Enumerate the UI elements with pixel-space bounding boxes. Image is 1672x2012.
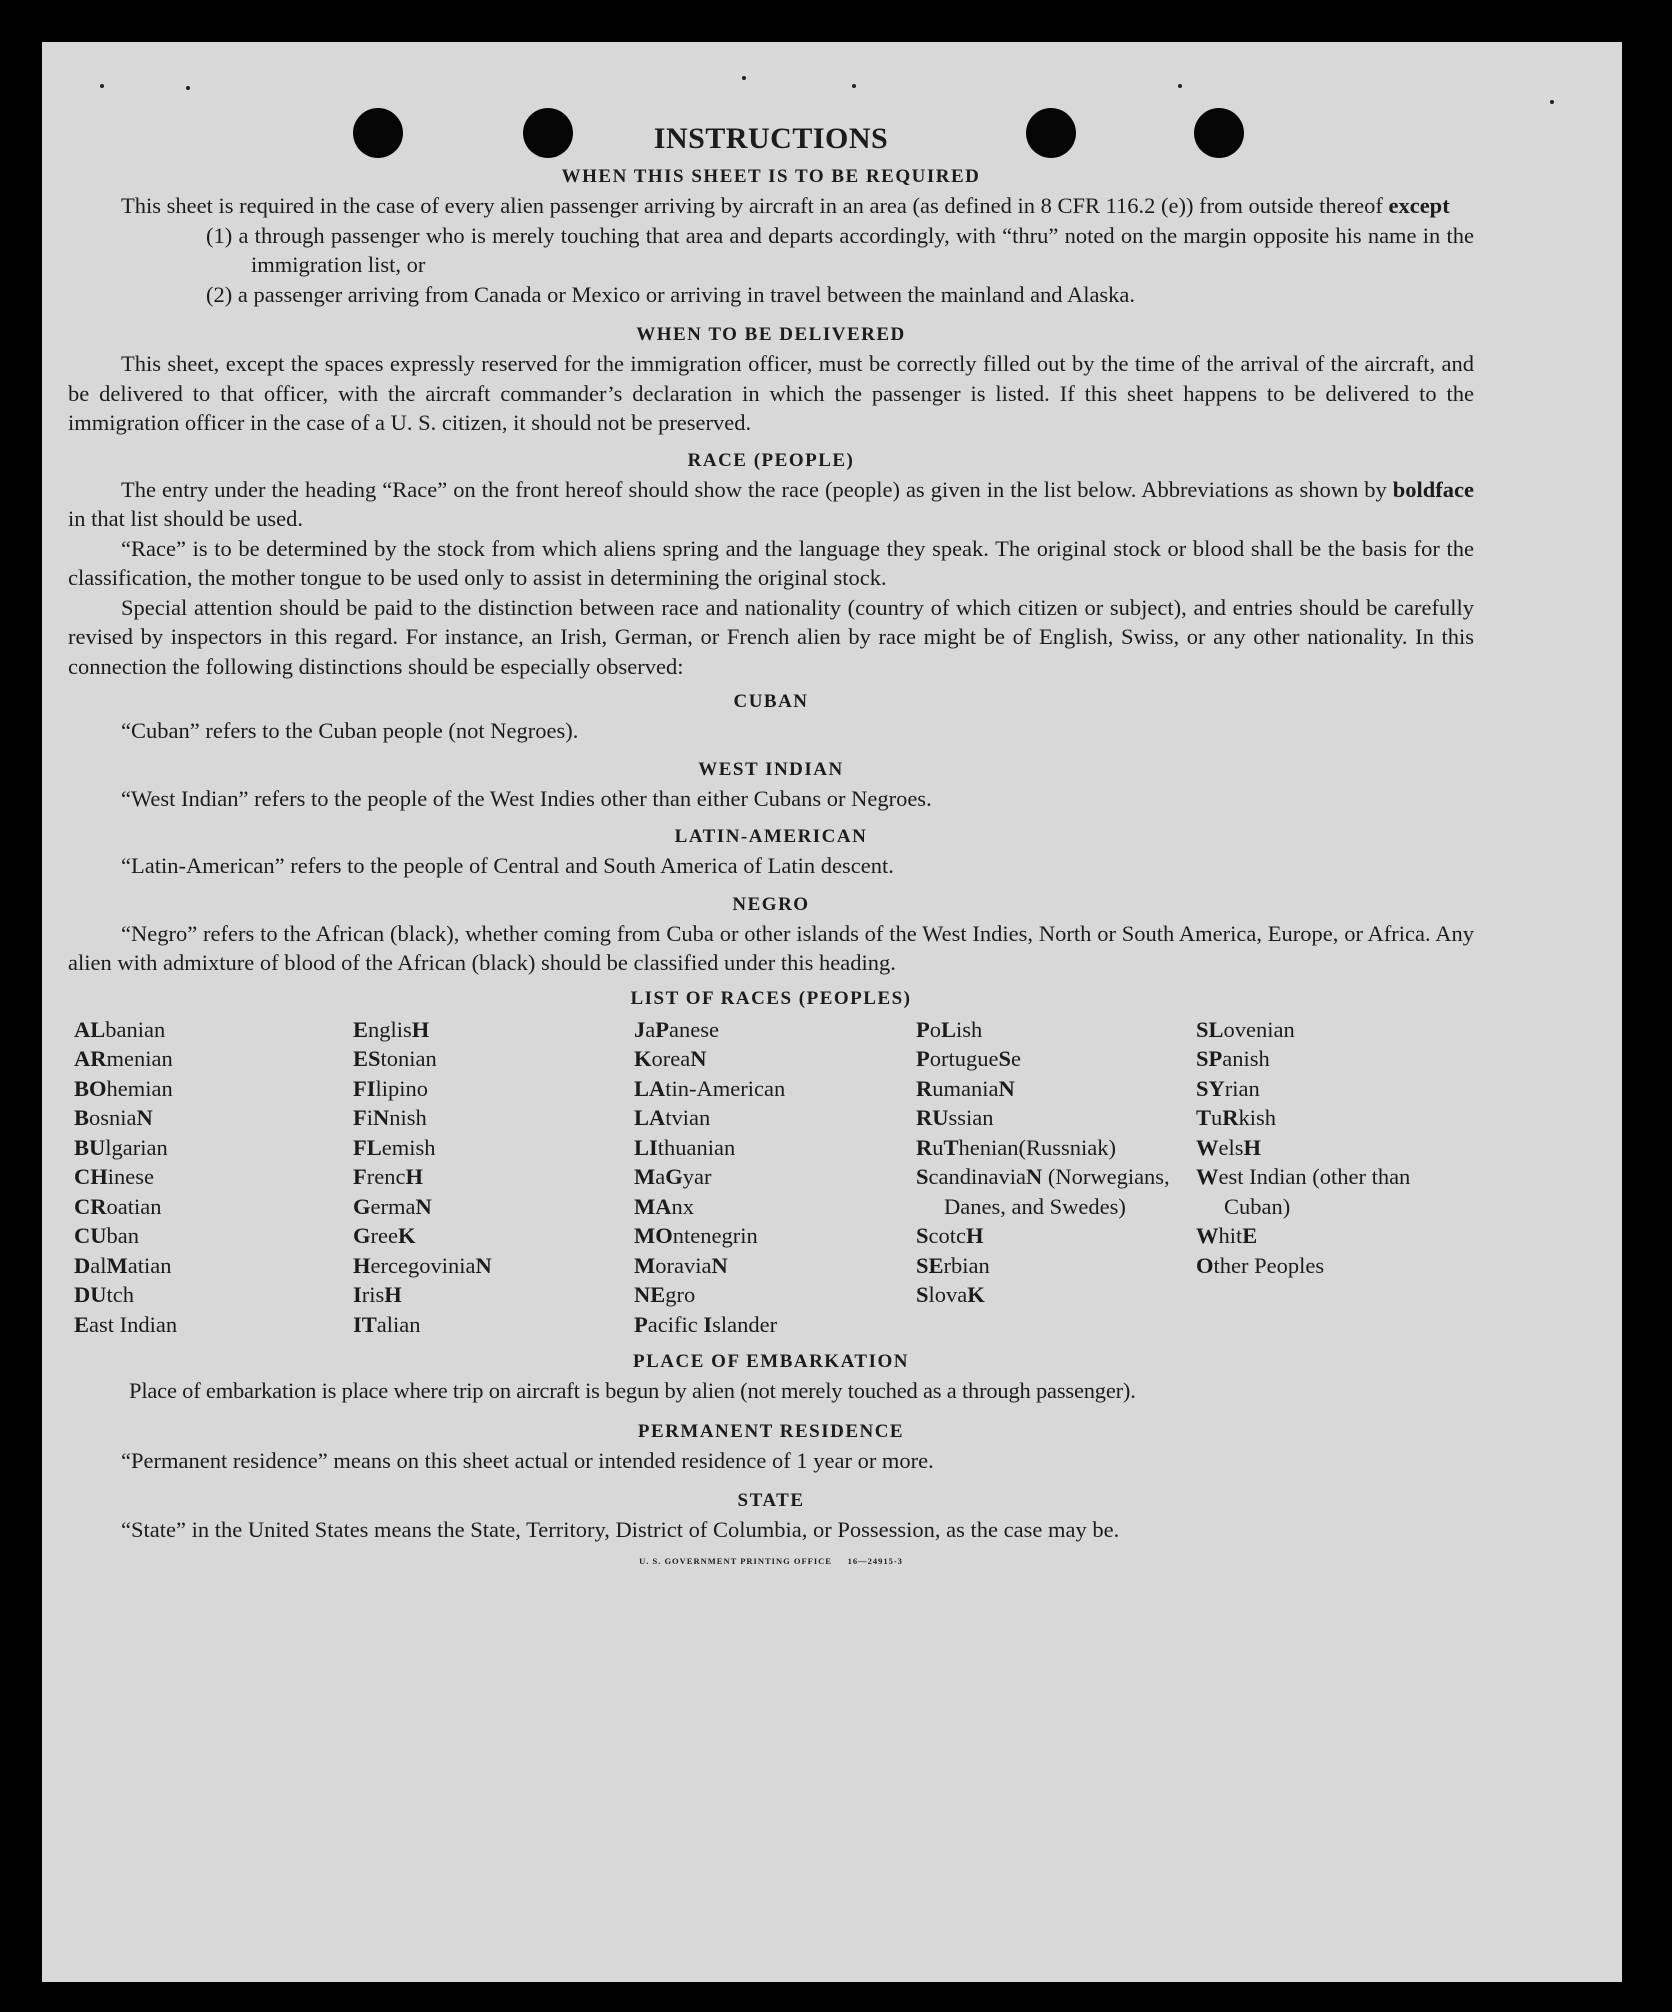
cuban-text: “Cuban” refers to the Cuban people (not Negroes). bbox=[121, 718, 579, 743]
race-abbreviation-letters: P bbox=[916, 1046, 930, 1071]
race-abbreviation-letters: K bbox=[397, 1223, 416, 1248]
race-name-letters: i bbox=[366, 1105, 374, 1130]
race-entry bbox=[634, 1192, 916, 1222]
race-abbreviation-letters: H bbox=[384, 1282, 402, 1307]
race-abbreviation-letters: DU bbox=[74, 1282, 107, 1307]
race-entry bbox=[1196, 1044, 1480, 1074]
heading-west-indian: WEST INDIAN bbox=[698, 758, 844, 780]
negro-text: “Negro” refers to the African (black), whether coming from Cuba or other islands of the West Indies, North or South America, Europe, or Africa. Any alien with admixture of blood of the African (black) should be classified under this heading. bbox=[68, 920, 1474, 975]
race-abbreviation-letters: T bbox=[943, 1134, 959, 1160]
race-name-letters: lgarian bbox=[105, 1134, 168, 1160]
race-entry bbox=[634, 1103, 916, 1133]
race-name-letters: al bbox=[90, 1252, 107, 1278]
heading-when-delivered: WHEN TO BE DELIVERED bbox=[636, 324, 906, 345]
race-name-letters: nglis bbox=[368, 1016, 412, 1042]
race-name-letters: slander bbox=[712, 1311, 778, 1337]
race-abbreviation-letters: W bbox=[1196, 1134, 1219, 1160]
race-abbreviation-letters: N bbox=[1025, 1164, 1043, 1189]
race-name-letters: lipino bbox=[375, 1075, 429, 1101]
race-name-letters: u bbox=[932, 1134, 944, 1160]
race-name-letters: ast Indian bbox=[89, 1311, 178, 1337]
race-entry bbox=[353, 1133, 634, 1163]
race-entry bbox=[916, 1074, 1196, 1104]
race-entry bbox=[634, 1015, 916, 1045]
heading-negro: NEGRO bbox=[732, 893, 810, 915]
when-delivered-text: This sheet, except the spaces expressly reserved for the immigration officer, must be correctly filled out by the time of the arrival of the aircraft, and be delivered to that officer, with the aircraft commander’s declaration in which the passenger is listed. If this sheet happens to be delivered to the immigration officer in the case of a U. S. citizen, it should not be preserved. bbox=[68, 351, 1474, 435]
race-entry bbox=[1196, 1015, 1480, 1045]
race-name-letters: gro bbox=[665, 1282, 696, 1307]
race-name-letters: e bbox=[1011, 1046, 1021, 1071]
race-name-letters: banian bbox=[105, 1016, 166, 1042]
race-abbreviation-letters: ES bbox=[353, 1046, 381, 1071]
race-name-letters: cotc bbox=[928, 1223, 966, 1248]
race-name-letters: ris bbox=[361, 1282, 385, 1307]
race-name-letters: a bbox=[645, 1016, 656, 1042]
race-abbreviation-letters: G bbox=[353, 1223, 371, 1248]
race-entry bbox=[74, 1310, 353, 1340]
race-abbreviation-letters: I bbox=[703, 1311, 713, 1337]
race-name-letters: emish bbox=[381, 1134, 436, 1160]
race-abbreviation-letters: N bbox=[998, 1075, 1015, 1101]
state-text: “State” in the United States means the State, Territory, District of Columbia, or Possession, as the case may be. bbox=[121, 1517, 1120, 1542]
race-abbreviation-letters: D bbox=[74, 1252, 91, 1278]
race-abbreviation-letters: CU bbox=[74, 1223, 107, 1248]
race-name-letters: els bbox=[1218, 1134, 1244, 1160]
race-abbreviation-letters: F bbox=[353, 1105, 367, 1130]
race-entry bbox=[353, 1251, 634, 1281]
race-name-letters: atian bbox=[127, 1252, 172, 1278]
race-name-letters: tin-American bbox=[665, 1075, 786, 1101]
race-paragraph-2: “Race” is to be determined by the stock from which aliens spring and the language they speak. The original stock or blood shall be the basis for the classification, the mother tongue to be used only to assist in determining the original stock. bbox=[68, 535, 1474, 590]
race-abbreviation-letters: P bbox=[916, 1016, 930, 1042]
race-entry bbox=[916, 1251, 1196, 1281]
race-entry bbox=[916, 1103, 1196, 1133]
race-entry bbox=[916, 1133, 1196, 1163]
heading-list-of-races: LIST OF RACES (PEOPLES) bbox=[630, 987, 912, 1009]
race-abbreviation-letters: FL bbox=[353, 1134, 382, 1160]
race-name-letters: ssian bbox=[948, 1105, 994, 1130]
race-name-letters: ercegovinia bbox=[370, 1252, 476, 1278]
residence-text: “Permanent residence” means on this sheet actual or intended residence of 1 year or more. bbox=[121, 1447, 934, 1473]
race-name-letters: acific bbox=[647, 1311, 704, 1337]
race-name-letters: ish bbox=[956, 1016, 983, 1042]
race-abbreviation-letters: S bbox=[916, 1164, 929, 1189]
race-entry bbox=[1196, 1133, 1480, 1163]
race-entry bbox=[74, 1251, 353, 1281]
when-required-item-2: (2) a passenger arriving from Canada or Mexico or arriving in travel between the mainland and Alaska. bbox=[206, 281, 1136, 307]
race-abbreviation-letters: CR bbox=[74, 1193, 107, 1219]
race-entry bbox=[1196, 1103, 1480, 1133]
race-abbreviation-letters: S bbox=[998, 1046, 1011, 1071]
race-abbreviation-letters: M bbox=[634, 1164, 656, 1189]
race-abbreviation-letters: I bbox=[353, 1282, 362, 1307]
scan-speck bbox=[852, 84, 856, 88]
race-abbreviation-letters: SY bbox=[1196, 1075, 1225, 1101]
race-abbreviation-letters: P bbox=[655, 1016, 669, 1042]
race-abbreviation-letters: H bbox=[1243, 1134, 1262, 1160]
latin-american-text: “Latin-American” refers to the people of Central and South America of Latin descent. bbox=[121, 853, 894, 878]
race-abbreviation-letters: AR bbox=[74, 1046, 107, 1071]
race-entry bbox=[634, 1044, 916, 1074]
when-required-intro bbox=[68, 191, 1474, 221]
heading-cuban: CUBAN bbox=[733, 691, 809, 712]
race-name-letters: u bbox=[1211, 1105, 1223, 1130]
race-abbreviation-letters: NE bbox=[634, 1282, 666, 1307]
race-entry bbox=[634, 1221, 916, 1251]
race-abbreviation-letters: R bbox=[916, 1075, 933, 1101]
race-abbreviation-letters: H bbox=[411, 1016, 430, 1042]
race-abbreviation-letters: J bbox=[634, 1016, 646, 1042]
race-entry bbox=[634, 1280, 916, 1310]
when-required-intro-text: This sheet is required in the case of every alien passenger arriving by aircraft in an area (as defined in 8 CFR 116.2 (e)) from outside thereof bbox=[121, 193, 1383, 218]
race-abbreviation-letters: SL bbox=[1196, 1016, 1224, 1042]
race-abbreviation-letters: MA bbox=[634, 1193, 672, 1219]
race-abbreviation-letters: IT bbox=[353, 1311, 377, 1337]
race-name-letters: alian bbox=[376, 1311, 421, 1337]
race-name-letters: ovenian bbox=[1223, 1016, 1295, 1042]
page-title: INSTRUCTIONS bbox=[653, 122, 889, 155]
race-abbreviation-letters: LI bbox=[634, 1134, 658, 1160]
race-name-letters: hemian bbox=[106, 1075, 173, 1101]
race-entry bbox=[353, 1044, 634, 1074]
race-abbreviation-letters: S bbox=[916, 1282, 929, 1307]
race-paragraph-1 bbox=[68, 475, 1474, 534]
race-abbreviation-letters: G bbox=[353, 1193, 371, 1219]
heading-embarkation: PLACE OF EMBARKATION bbox=[633, 1351, 909, 1372]
race-name-letters: a bbox=[655, 1164, 666, 1189]
race-abbreviation-letters: B bbox=[74, 1105, 90, 1130]
race-name-letters: tvian bbox=[665, 1105, 711, 1130]
when-required-except: except bbox=[1388, 193, 1450, 218]
race-list bbox=[74, 1015, 1474, 1340]
race-abbreviation-letters: H bbox=[966, 1223, 984, 1248]
printing-office-imprint: U. S. GOVERNMENT PRINTING OFFICE 16—24915-3 bbox=[639, 1555, 903, 1566]
race-name-letters: ban bbox=[106, 1223, 139, 1248]
race-abbreviation-letters: E bbox=[74, 1311, 90, 1337]
scan-speck bbox=[1550, 100, 1554, 104]
document-sheet bbox=[42, 42, 1622, 1982]
race-paragraph-3: Special attention should be paid to the distinction between race and nationality (country of which citizen or subject), and entries should be carefully revised by inspectors in this regard. For instance, an Irish, German, or French alien by race might be of English, Swiss, or any other nationality. In this connection the following distinctions should be especially observed: bbox=[68, 594, 1474, 679]
race-name-letters: hit bbox=[1218, 1223, 1243, 1248]
embarkation-text: Place of embarkation is place where trip on aircraft is begun by alien (not merely touched as a through passenger). bbox=[129, 1378, 1136, 1403]
race-abbreviation-letters: AL bbox=[74, 1016, 106, 1042]
race-entry bbox=[634, 1162, 916, 1192]
race-name-letters: oravia bbox=[655, 1252, 712, 1278]
race-name-letters: umania bbox=[932, 1075, 999, 1101]
race-entry bbox=[74, 1015, 353, 1045]
race-name-letters: menian bbox=[106, 1046, 173, 1071]
race-entry bbox=[634, 1251, 916, 1281]
race-abbreviation-letters: K bbox=[634, 1046, 652, 1071]
race-abbreviation-letters: M bbox=[634, 1252, 656, 1278]
race-abbreviation-letters: BO bbox=[74, 1075, 107, 1101]
race-abbreviation-letters: T bbox=[1196, 1105, 1212, 1130]
race-entry bbox=[1196, 1221, 1480, 1251]
race-name-letters: osnia bbox=[89, 1105, 137, 1130]
race-abbreviation-letters: LA bbox=[634, 1105, 666, 1130]
race-abbreviation-letters: O bbox=[1196, 1252, 1214, 1278]
race-abbreviation-letters: MO bbox=[634, 1223, 673, 1248]
heading-state: STATE bbox=[737, 1490, 805, 1511]
race-name-letters: anese bbox=[669, 1016, 719, 1042]
race-name-letters: ree bbox=[370, 1223, 398, 1248]
race-entry bbox=[74, 1280, 353, 1310]
race-abbreviation-letters: L bbox=[941, 1016, 957, 1042]
race-abbreviation-letters: H bbox=[405, 1164, 423, 1189]
race-entry bbox=[1196, 1074, 1480, 1104]
race-entry bbox=[634, 1074, 916, 1104]
race-name-letters: thuanian bbox=[657, 1134, 736, 1160]
race-abbreviation-letters: E bbox=[1242, 1223, 1258, 1248]
race-p1-after: in that list should be used. bbox=[68, 506, 303, 531]
race-abbreviation-letters: FI bbox=[353, 1075, 376, 1101]
race-entry bbox=[353, 1103, 634, 1133]
race-abbreviation-letters: CH bbox=[74, 1164, 108, 1189]
race-entry bbox=[74, 1221, 353, 1251]
race-abbreviation-letters: N bbox=[373, 1105, 390, 1130]
race-name-letters: yar bbox=[682, 1164, 712, 1189]
race-entry bbox=[353, 1221, 634, 1251]
race-abbreviation-letters: E bbox=[353, 1016, 369, 1042]
scan-speck bbox=[742, 76, 746, 80]
race-p1-before: The entry under the heading “Race” on the front hereof should show the race (people) as given in the list below. Abbreviations as shown by bbox=[121, 476, 1387, 502]
race-name-letters: henian(Russniak) bbox=[958, 1134, 1116, 1160]
race-entry bbox=[1196, 1162, 1480, 1221]
race-abbreviation-letters: BU bbox=[74, 1134, 106, 1160]
race-name-letters: lova bbox=[928, 1282, 968, 1307]
scan-speck bbox=[1178, 84, 1182, 88]
race-name-letters: nx bbox=[671, 1193, 694, 1219]
heading-permanent-residence: PERMANENT RESIDENCE bbox=[637, 1420, 905, 1442]
race-entry bbox=[74, 1074, 353, 1104]
race-abbreviation-letters: G bbox=[665, 1164, 683, 1189]
race-abbreviation-letters: R bbox=[1222, 1105, 1239, 1130]
race-abbreviation-letters: N bbox=[136, 1105, 153, 1130]
race-abbreviation-letters: P bbox=[634, 1311, 648, 1337]
race-abbreviation-letters: N bbox=[690, 1046, 707, 1071]
race-name-letters: oatian bbox=[106, 1193, 162, 1219]
race-list-column-3 bbox=[634, 1015, 916, 1340]
race-entry bbox=[353, 1074, 634, 1104]
race-entry bbox=[916, 1162, 1196, 1221]
scan-speck bbox=[100, 84, 104, 88]
race-abbreviation-letters: F bbox=[353, 1164, 367, 1189]
race-name-letters: candinavia bbox=[928, 1164, 1026, 1189]
race-abbreviation-letters: N bbox=[711, 1252, 728, 1278]
race-abbreviation-letters: N bbox=[475, 1252, 492, 1278]
race-name-letters: ntenegrin bbox=[672, 1223, 758, 1248]
race-name-letters: est Indian (other than Cuban) bbox=[1218, 1164, 1411, 1219]
race-abbreviation-letters: SP bbox=[1196, 1046, 1223, 1071]
race-entry bbox=[916, 1015, 1196, 1045]
race-abbreviation-letters: W bbox=[1196, 1223, 1219, 1248]
race-p1-boldface: boldface bbox=[1392, 476, 1474, 502]
race-abbreviation-letters: W bbox=[1196, 1164, 1219, 1189]
heading-when-required: WHEN THIS SHEET IS TO BE REQUIRED bbox=[561, 166, 981, 187]
race-entry bbox=[74, 1103, 353, 1133]
race-entry bbox=[74, 1162, 353, 1192]
race-name-letters: nish bbox=[389, 1105, 427, 1130]
race-list-column-1 bbox=[74, 1015, 353, 1340]
race-abbreviation-letters: H bbox=[353, 1252, 371, 1278]
race-abbreviation-letters: N bbox=[415, 1193, 432, 1219]
race-name-letters: (Norwegians, Danes, and Swedes) bbox=[944, 1164, 1170, 1219]
race-name-letters: tch bbox=[106, 1282, 134, 1307]
west-indian-text: “West Indian” refers to the people of the West Indies other than either Cubans or Negroes. bbox=[121, 785, 932, 811]
race-entry bbox=[634, 1133, 916, 1163]
race-name-letters: tonian bbox=[380, 1046, 437, 1071]
race-abbreviation-letters: K bbox=[967, 1282, 985, 1307]
race-abbreviation-letters: R bbox=[916, 1134, 933, 1160]
race-abbreviation-letters: LA bbox=[634, 1075, 666, 1101]
scan-speck bbox=[186, 86, 190, 90]
race-abbreviation-letters: SE bbox=[916, 1252, 944, 1278]
race-name-letters: orea bbox=[651, 1046, 691, 1071]
race-entry bbox=[916, 1280, 1196, 1310]
race-entry bbox=[74, 1133, 353, 1163]
race-list-column-4 bbox=[916, 1015, 1196, 1340]
heading-race: RACE (PEOPLE) bbox=[687, 449, 855, 471]
race-abbreviation-letters: RU bbox=[916, 1105, 949, 1130]
race-entry bbox=[353, 1310, 634, 1340]
race-name-letters: rian bbox=[1224, 1075, 1260, 1101]
race-name-letters: inese bbox=[107, 1164, 154, 1189]
race-entry bbox=[916, 1221, 1196, 1251]
race-name-letters: o bbox=[929, 1016, 941, 1042]
race-name-letters: ortugue bbox=[929, 1046, 999, 1071]
race-entry bbox=[353, 1162, 634, 1192]
race-name-letters: rbian bbox=[943, 1252, 990, 1278]
when-required-item-1: (1) a through passenger who is merely touching that area and departs accordingly, with “thru” noted on the margin opposite his name in the immigration list, or bbox=[206, 222, 1474, 277]
heading-latin-american: LATIN-AMERICAN bbox=[674, 826, 868, 847]
race-entry bbox=[74, 1044, 353, 1074]
race-entry bbox=[1196, 1251, 1480, 1281]
race-entry bbox=[74, 1192, 353, 1222]
race-entry bbox=[353, 1280, 634, 1310]
race-name-letters: erma bbox=[370, 1193, 416, 1219]
race-entry bbox=[634, 1310, 916, 1340]
race-entry bbox=[916, 1044, 1196, 1074]
race-list-column-2 bbox=[353, 1015, 634, 1340]
race-entry bbox=[353, 1192, 634, 1222]
race-list-column-5 bbox=[1196, 1015, 1480, 1340]
race-name-letters: renc bbox=[366, 1164, 406, 1189]
race-abbreviation-letters: S bbox=[916, 1223, 929, 1248]
instructions-content bbox=[68, 124, 1474, 1565]
race-name-letters: anish bbox=[1222, 1046, 1270, 1071]
race-entry bbox=[353, 1015, 634, 1045]
race-name-letters: ther Peoples bbox=[1213, 1252, 1325, 1278]
race-abbreviation-letters: M bbox=[106, 1252, 128, 1278]
race-name-letters: kish bbox=[1238, 1105, 1277, 1130]
